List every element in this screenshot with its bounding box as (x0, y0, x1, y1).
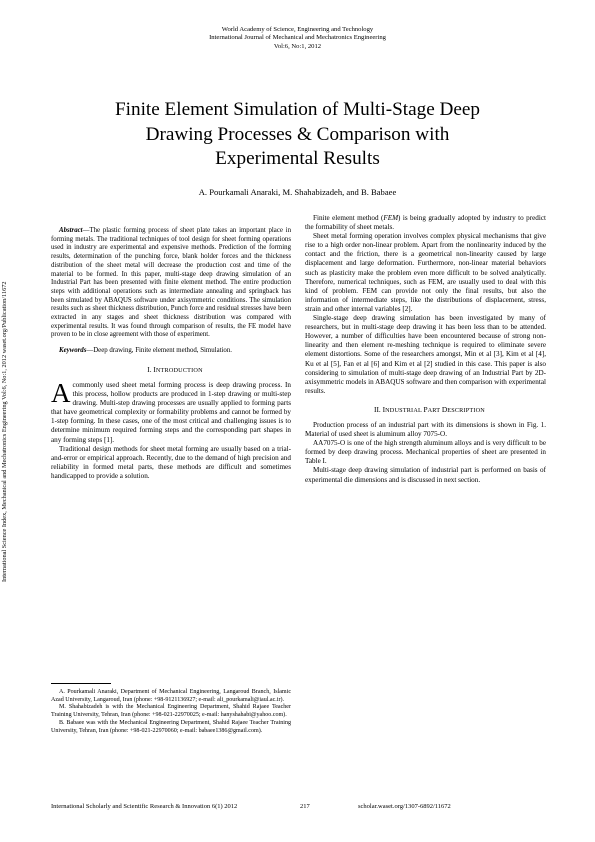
section-heading-introduction (51, 365, 291, 375)
heading-rest: ART (427, 406, 442, 414)
heading-rest: NTRODUCTION (155, 366, 203, 374)
abstract (51, 227, 291, 340)
heading-initial: P (423, 404, 428, 414)
side-index-text: International Science Index, Mechanical and Mechatronics Engineering Vol:6, No:1, 2012 waset.org/Publication/11672 (1, 281, 8, 582)
intro-paragraph-text: commonly used sheet metal forming process is deep drawing process. In this process, hollow products are produced in 1-step drawing or multi-step drawing. Multi-step drawing processes are usually applied to forming parts that have geometrical complexity or formability problems and cannot be formed by 1-step forming. In these cases, one of the most critical and challenging issues is to determine minimum required forming steps and the corresponding part shapes in any forming steps [1]. (51, 380, 291, 444)
title-line: Experimental Results (215, 148, 380, 169)
section-heading-industrial-part (305, 405, 546, 415)
heading-initial: I (153, 364, 156, 374)
heading-rest: NDUSTRIAL (385, 406, 424, 414)
body-paragraph: Production process of an industrial part with its dimensions is shown in Fig. 1. Material of used sheet is aluminum alloy 7075-O. (305, 420, 546, 439)
journal-header-line: Vol:6, No:1, 2012 (273, 42, 322, 50)
keywords-text: —Deep drawing, Finite element method, Simulation. (86, 347, 232, 355)
title-line: Drawing Processes & Comparison with (145, 123, 450, 145)
keywords-lead: Keywords (59, 347, 87, 355)
footnote: M. Shahabizadeh is with the Mechanical Engineering Department, Shahid Rajaee Teacher Training University, Tehran, Iran (phone: +98-021-22970025; e-mail: hanyshahabi@yahoo.com). (51, 704, 291, 719)
heading-rest: ESCRIPTION (447, 406, 485, 414)
drop-cap: A (51, 377, 71, 408)
body-paragraph: Sheet metal forming operation involves complex physical mechanisms that give rise to a high order non-linear problem. Apart from the nonlinearity induced by the contact and the friction, there is a geometrical non-linearity caused by large displacement and large deformation. Furthermore, non-linear material behaviors such as plasticity make the problem even more difficult to be solved analytically. Therefore, numerical techniques, such as FEM, are usually used to deal with this kind of problem. FEM can provide not only the final results, but also the information of intermediate steps, like the distributions of displacement, stress, strain and other internal variables [2]. (305, 232, 546, 313)
footnote: A. Pourkamali Anaraki, Department of Mechanical Engineering, Langaroud Branch, Islamic Azad University, Langaroud, Iran (phone: +98-9121136927; e-mail: ali_pourkamali@iaul.ac.ir). (51, 689, 291, 703)
body-paragraph: Single-stage deep drawing simulation has been investigated by many of researchers, but in multi-stage deep drawing it has been less than to be attended. However, a number of difficulties have been encountered because of strong non-linearity and then element re-meshing technique is required to eliminate severe element distortions. Some of the researchers amongst, Min et al [3], Kim et al [4], Ku et al [5], Fan et al [6] and Kim et al [2] studied in this case. This paper is also considering to simulation of multi-stage deep drawing of an Industrial Part by 2D-axisymmetric models in ABAQUS software and then comparison with experimental results. (305, 314, 546, 395)
paper-title (60, 98, 535, 172)
author-footnotes (51, 689, 291, 735)
heading-initial: D (441, 404, 448, 414)
right-column (305, 214, 546, 485)
footnote: B. Babaee was with the Mechanical Engineering Department, Shahid Rajaee Teacher Training University, Tehran, Iran (phone: +98-021-22970060; e-mail: babaee1386@gmail.com). (51, 719, 291, 734)
page-number: 217 (300, 803, 310, 810)
body-paragraph: AA7075-O is one of the high strength aluminum alloys and is very difficult to be formed by deep drawing process. Mechanical properties of sheet are presented in Table I. (305, 439, 546, 466)
journal-header-line: International Journal of Mechanical and Mechatronics Engineering (209, 34, 386, 42)
abstract-text: —The plastic forming process of sheet plate takes an important place in forming metals. The traditional techniques of tool design for sheet forming operations used in industry are experimental and expensive methods. Prediction of the forming results, determination of the punching force, blank holder forces and the thickness distribution of the sheet metal will decrease the production cost and time of the material to be formed. In this paper, multi-stage deep drawing simulation of an Industrial Part has been presented with finite element method. The entire production steps with additional operations such as intermediate annealing and springback has been simulated by ABAQUS software under axisymmetric conditions. The simulation results such as sheet thickness distribution, Punch force and residual stresses have been extracted in any stages and sheet thickness distribution was compared with experimental results. It was found through comparison of results, the FE model have proven to be in close agreement with those of experiment. (51, 227, 291, 339)
intro-paragraph: Traditional design methods for sheet metal forming are usually based on a trial-and-error or empirical approach. Recently, due to the demand of high precision and reliability in formed metal parts, these methods are difficult and sometimes handicapped to provide a solution. (51, 444, 291, 480)
abstract-lead: Abstract (59, 227, 83, 234)
heading-initial: I (382, 404, 386, 414)
keywords (51, 347, 291, 356)
author-list: A. Pourkamali Anaraki, M. Shahabizadeh, and B. Babaee (198, 187, 397, 197)
body-paragraph (305, 214, 546, 232)
footer-url: scholar.waset.org/1307-6892/11672 (358, 803, 451, 810)
footnote-divider (51, 683, 111, 684)
intro-paragraph (51, 377, 291, 445)
journal-header (0, 26, 595, 51)
text-run: Finite element method ( (313, 214, 384, 222)
journal-header-line: World Academy of Science, Engineering and Technology (221, 26, 374, 33)
footer-publisher: International Scholarly and Scientific Research & Innovation 6(1) 2012 (51, 803, 238, 810)
title-line: Finite Element Simulation of Multi-Stage Deep (114, 99, 481, 120)
text-run: ) is being gradually adopted by industry to predict the formability of sheet metals. (305, 214, 546, 232)
left-column (51, 227, 291, 481)
section-numeral: II. (374, 404, 381, 414)
body-paragraph: Multi-stage deep drawing simulation of industrial part is performed on basis of experimental die dimensions and is discussed in next section. (305, 466, 546, 484)
text-run-italic: FEM (383, 214, 399, 222)
section-numeral: I. (147, 364, 152, 374)
